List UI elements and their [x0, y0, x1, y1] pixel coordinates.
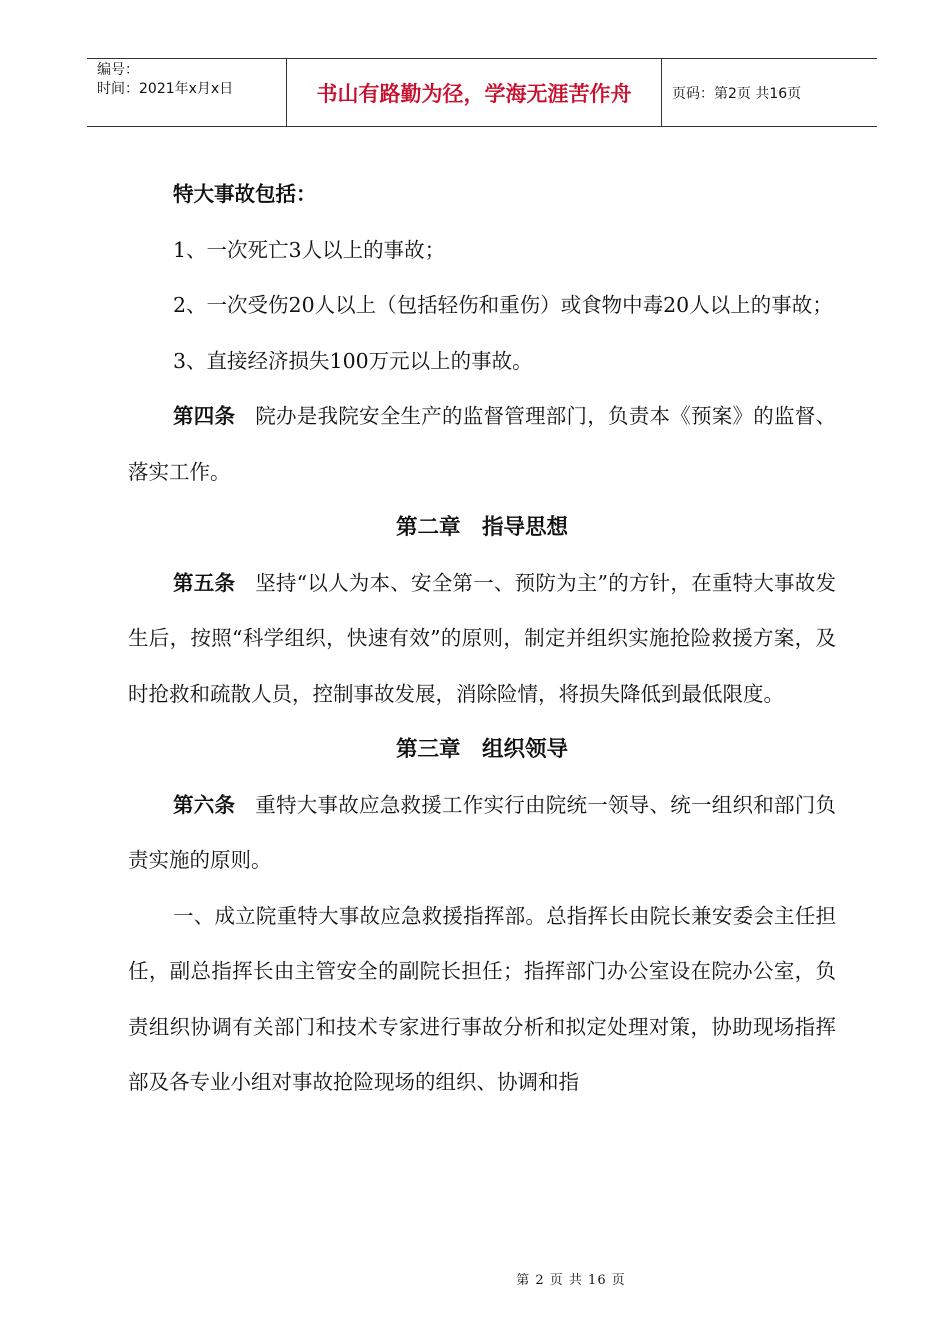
article-text: 院办是我院安全生产的监督管理部门，负责本《预案》的监督、落实工作。	[128, 404, 836, 484]
article-4	[128, 389, 836, 500]
document-time: 时间：2021年x月x日	[97, 81, 234, 97]
section-heading: 特大事故包括：	[173, 182, 317, 206]
list-item: 1、一次死亡3人以上的事故；	[173, 237, 446, 262]
page-header	[87, 58, 877, 127]
document-body	[128, 167, 836, 1111]
article-5	[128, 556, 836, 723]
article-label: 第五条	[173, 570, 236, 595]
header-motto: 书山有路勤为径，学海无涯苦作舟	[287, 59, 662, 126]
article-text: 重特大事故应急救援工作实行由院统一领导、统一组织和部门负责实施的原则。	[128, 792, 836, 872]
list-item: 2、一次受伤20人以上（包括轻伤和重伤）或食物中毒20人以上的事故；	[173, 293, 833, 317]
chapter-title: 第二章 指导思想	[395, 515, 568, 540]
list-item: 3、直接经济损失100万元以上的事故。	[173, 348, 533, 373]
paragraph: 一、成立院重特大事故应急救援指挥部。总指挥长由院长兼安委会主任担任，副总指挥长由主管安全的副院长担任；指挥部门办公室设在院办公室，负责组织协调有关部门和技术专家进行事故分析和拟定处理对策，协助现场指挥部及各专业小组对事故抢险现场的组织、协调和指	[128, 903, 836, 1094]
page-footer: 第 2 页 共 16 页	[516, 1273, 626, 1288]
header-meta	[87, 59, 287, 126]
chapter-title: 第三章 组织领导	[395, 737, 568, 762]
article-label: 第六条	[173, 792, 236, 817]
document-number-label: 编号：	[97, 62, 139, 78]
article-text: 坚持“以人为本、安全第一、预防为主”的方针，在重特大事故发生后，按照“科学组织，快速有效”的原则，制定并组织实施抢险救援方案，及时抢救和疏散人员，控制事故发展，消除险情，将损失降低到最低限度。	[128, 570, 836, 706]
article-6	[128, 778, 836, 889]
article-label: 第四条	[173, 404, 236, 428]
header-page-info: 页码：第2页 共16页	[672, 85, 802, 102]
